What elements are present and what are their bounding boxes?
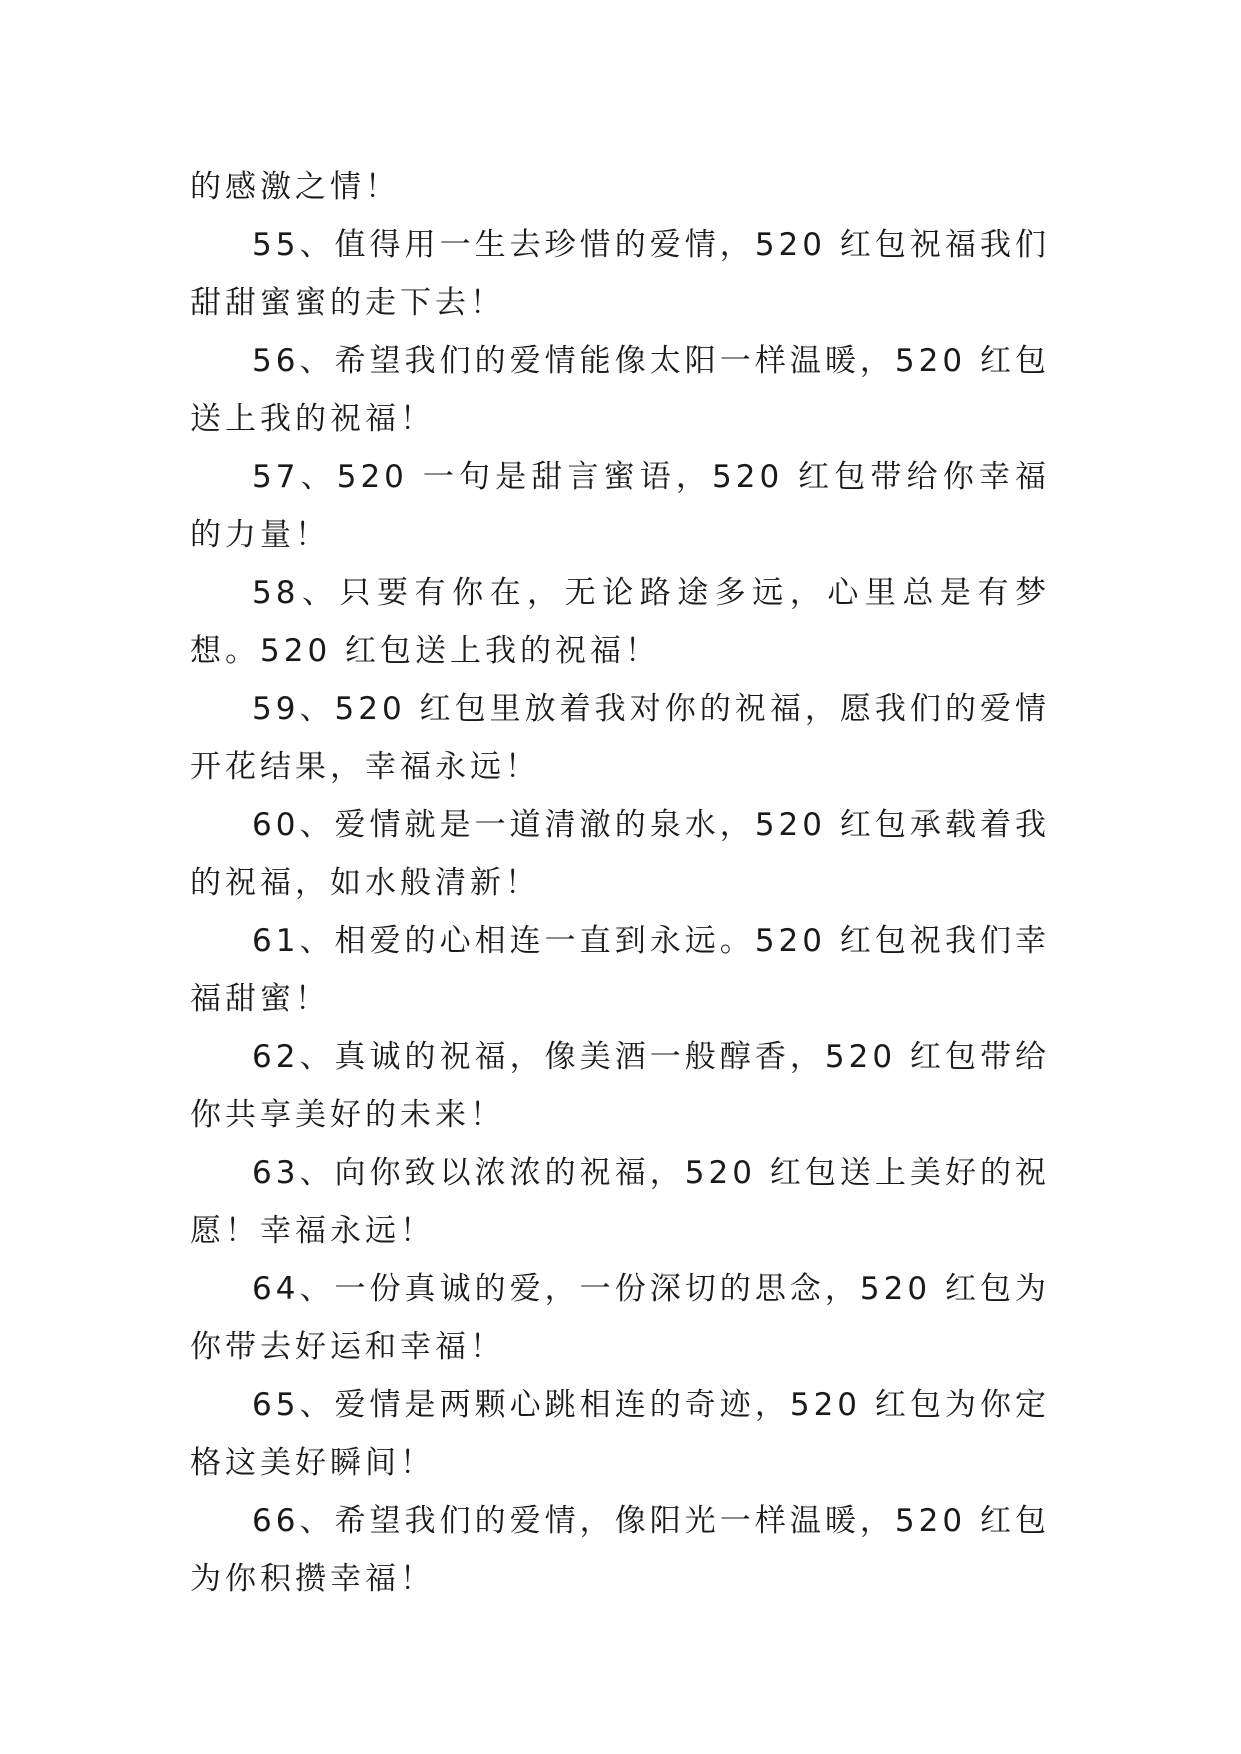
paragraph-65: 65、爱情是两颗心跳相连的奇迹，520 红包为你定格这美好瞬间！ (190, 1387, 1050, 1481)
paragraph-66: 66、希望我们的爱情，像阳光一样温暖，520 红包为你积攒幸福！ (190, 1503, 1050, 1597)
paragraph-60: 60、爱情就是一道清澈的泉水，520 红包承载着我的祝福，如水般清新！ (190, 807, 1050, 901)
paragraph-58: 58、只要有你在，无论路途多远，心里总是有梦想。520 红包送上我的祝福！ (190, 575, 1050, 669)
paragraph-55: 55、值得用一生去珍惜的爱情，520 红包祝福我们甜甜蜜蜜的走下去！ (190, 227, 1050, 321)
document-body (190, 158, 1050, 1608)
paragraph-59: 59、520 红包里放着我对你的祝福，愿我们的爱情开花结果，幸福永远！ (190, 691, 1050, 785)
paragraph-62: 62、真诚的祝福，像美酒一般醇香，520 红包带给你共享美好的未来！ (190, 1039, 1050, 1133)
paragraph-64: 64、一份真诚的爱，一份深切的思念，520 红包为你带去好运和幸福！ (190, 1271, 1050, 1365)
paragraph-63: 63、向你致以浓浓的祝福，520 红包送上美好的祝愿！幸福永远！ (190, 1155, 1050, 1249)
paragraph-61: 61、相爱的心相连一直到永远。520 红包祝我们幸福甜蜜！ (190, 923, 1050, 1017)
paragraph-continuation: 的感激之情！ (190, 169, 400, 205)
paragraph-56: 56、希望我们的爱情能像太阳一样温暖，520 红包送上我的祝福！ (190, 343, 1050, 437)
paragraph-57: 57、520 一句是甜言蜜语，520 红包带给你幸福的力量！ (190, 459, 1050, 553)
